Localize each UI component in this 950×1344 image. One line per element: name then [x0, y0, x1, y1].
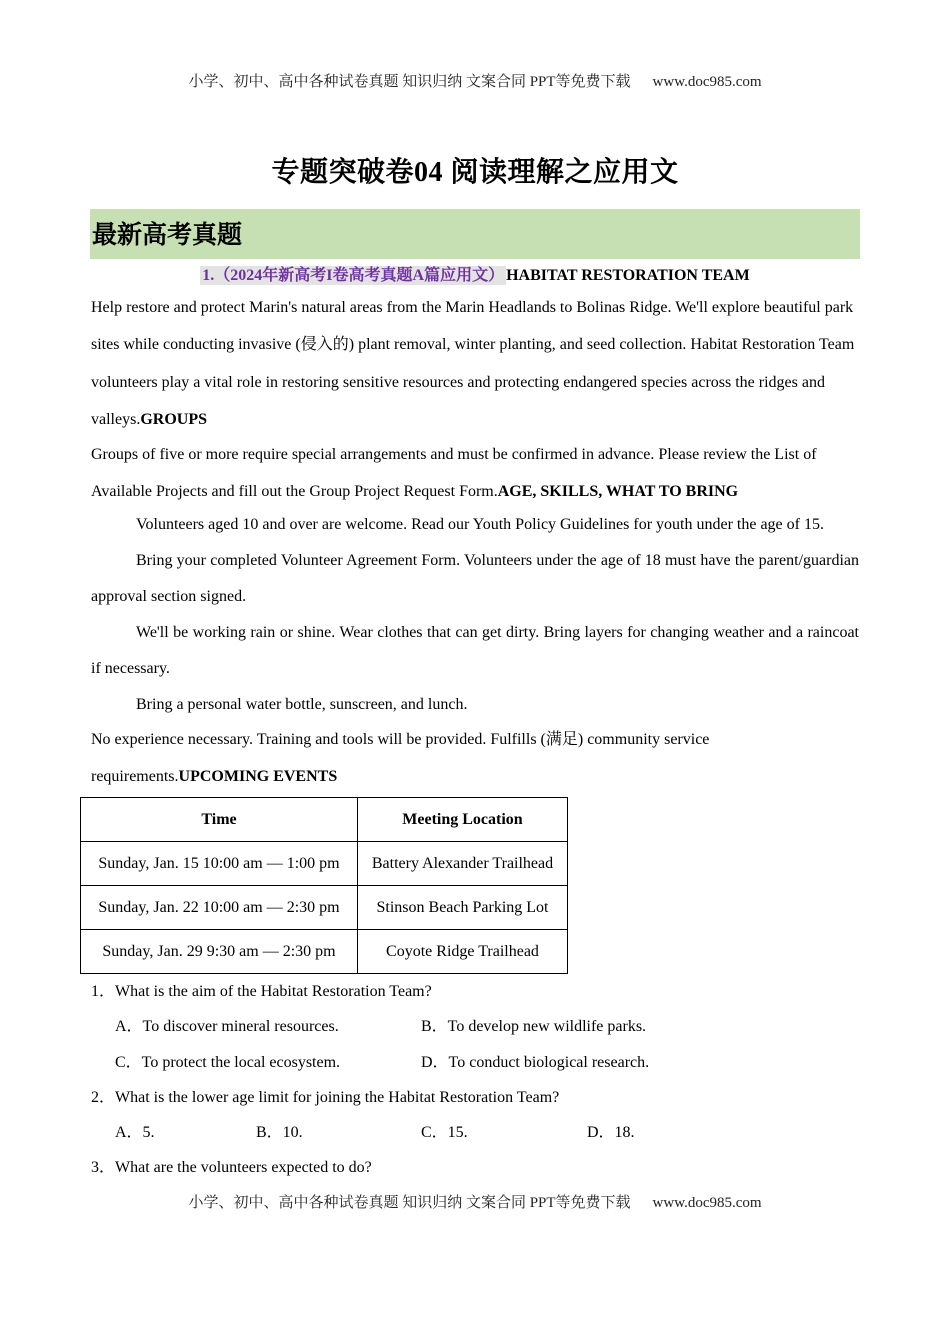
groups-text: Groups of five or more require special arrangements and must be confirmed in advance. Please review the List of Available Projects and fill out the Group Project Request Form. — [91, 446, 817, 500]
header-text: 小学、初中、高中各种试卷真题 知识归纳 文案合同 PPT等免费下载 — [188, 74, 631, 90]
table-header-location: Meeting Location — [358, 798, 568, 842]
question-3-stem: 3．What are the volunteers expected to do? — [91, 1159, 372, 1176]
experience-text: No experience necessary. Training and tools will be provided. Fulfills (满足) community service requirements. — [91, 731, 710, 785]
paragraph-intro — [91, 289, 859, 439]
event-location: Battery Alexander Trailhead — [358, 842, 568, 886]
question-1-option-c: C．To protect the local ecosystem. — [115, 1054, 341, 1071]
passage-title: HABITAT RESTORATION TEAM — [506, 267, 750, 284]
event-time: Sunday, Jan. 15 10:00 am — 1:00 pm — [81, 842, 358, 886]
question-1-option-b: B．To develop new wildlife parks. — [421, 1018, 647, 1035]
heading-groups: GROUPS — [140, 411, 207, 429]
event-location: Stinson Beach Parking Lot — [358, 886, 568, 930]
footer-site: www.doc985.com — [652, 1195, 762, 1211]
question-2-stem: 2．What is the lower age limit for joining the Habitat Restoration Team? — [91, 1089, 560, 1106]
page-footer — [0, 1191, 950, 1212]
footer-text: 小学、初中、高中各种试卷真题 知识归纳 文案合同 PPT等免费下载 — [188, 1195, 631, 1211]
table-row — [81, 930, 568, 974]
age-skills-block — [91, 507, 859, 723]
paragraph-groups — [91, 436, 859, 510]
intro-text: Help restore and protect Marin's natural areas from the Marin Headlands to Bolinas Ridge. We'll explore beautiful park sites while conducting invasive (侵入的) plant removal, winter planting, and seed collection. Habitat Restoration Team volunteers play a vital role in restoring sensitive resources and protecting endangered species across the ridges and valleys. — [91, 299, 855, 429]
event-time: Sunday, Jan. 29 9:30 am — 2:30 pm — [81, 930, 358, 974]
section-title: 最新高考真题 — [92, 222, 243, 249]
heading-upcoming-events: UPCOMING EVENTS — [178, 768, 338, 785]
question-2-option-a: A．5. — [115, 1124, 155, 1141]
table-header-row — [81, 798, 568, 842]
header-site: www.doc985.com — [652, 74, 762, 90]
table-row — [81, 842, 568, 886]
section-banner — [90, 209, 860, 259]
question-1-option-d: D．To conduct biological research. — [421, 1054, 650, 1071]
page-header — [0, 70, 950, 91]
events-table — [80, 797, 568, 974]
question-1-option-a: A．To discover mineral resources. — [115, 1018, 339, 1035]
event-location: Coyote Ridge Trailhead — [358, 930, 568, 974]
question-2-option-c: C．15. — [421, 1124, 468, 1141]
passage-source: 1.（2024年新高考I卷高考真题A篇应用文） — [202, 267, 505, 284]
paragraph-weather: We'll be working rain or shine. Wear clothes that can get dirty. Bring layers for changing weather and a raincoat if necessary. — [91, 624, 859, 677]
table-header-time: Time — [81, 798, 358, 842]
event-time: Sunday, Jan. 22 10:00 am — 2:30 pm — [81, 886, 358, 930]
question-1-stem: 1．What is the aim of the Habitat Restoration Team? — [91, 983, 432, 1000]
question-2-option-d: D．18. — [587, 1124, 635, 1141]
paragraph-bring: Bring a personal water bottle, sunscreen, and lunch. — [136, 696, 468, 713]
document-title: 专题突破卷04 阅读理解之应用文 — [271, 157, 679, 188]
heading-age-skills: AGE, SKILLS, WHAT TO BRING — [497, 483, 739, 500]
paragraph-experience — [91, 721, 859, 795]
paragraph-agreement: Bring your completed Volunteer Agreement Form. Volunteers under the age of 18 must have the parent/guardian approval section signed. — [91, 552, 859, 605]
paragraph-age: Volunteers aged 10 and over are welcome. Read our Youth Policy Guidelines for youth under the age of 15. — [136, 516, 824, 533]
table-row — [81, 886, 568, 930]
question-2-option-b: B．10. — [256, 1124, 303, 1141]
passage-heading — [0, 262, 950, 285]
